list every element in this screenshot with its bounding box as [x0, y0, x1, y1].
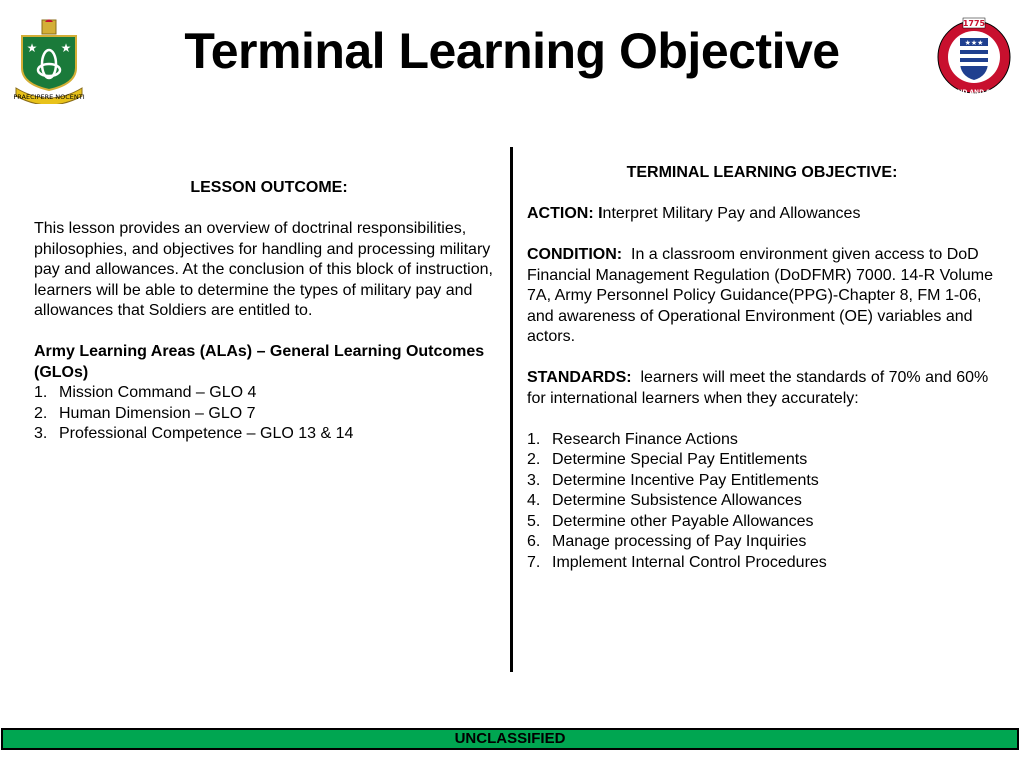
left-logo-motto: PRAECIPERE NOCENTI: [13, 93, 85, 101]
list-item: 6. Manage processing of Pay Inquiries: [527, 533, 807, 550]
svg-text:★★★: ★★★: [964, 39, 984, 47]
list-item: 1. Research Finance Actions: [527, 430, 738, 448]
condition-text: In a classroom environment given access to DoD Financial Management Regulation (DoDFMR) 7000. 14-R Volume 7A, Army Personnel Policy Guidance(PPG)-Chapter 8, FM 1-06, and awareness of Operational Environment (OE) variables and actors.: [527, 246, 998, 345]
list-item: 3. Determine Incentive Pay Entitlements: [527, 471, 819, 489]
svg-text:★: ★: [26, 41, 38, 55]
terminal-learning-objective-section: [527, 163, 997, 573]
ala-heading: Army Learning Areas (ALAs) – General Learning Outcomes (GLOs): [34, 343, 485, 381]
lesson-outcome-body: This lesson provides an overview of doctrinal responsibilities, philosophies, and objectives for handling and processing military pay and allowances. At the conclusion of this block of instruction, learners will be able to determine the types of military pay and allowances that Soldiers are entitled to.: [34, 220, 493, 319]
condition-statement: [527, 245, 997, 348]
standards-list: [527, 430, 997, 574]
svg-text:★: ★: [60, 41, 72, 55]
classification-banner: UNCLASSIFIED: [1, 728, 1019, 750]
standards-label: STANDARDS:: [527, 369, 632, 386]
standards-text: learners will meet the standards of 70% and 60% for international learners when they accurately:: [527, 369, 993, 407]
adjutant-general-corps-seal-logo: [935, 16, 1013, 98]
ala-list: [34, 383, 504, 445]
right-logo-motto: DEFEND AND SERVE: [940, 89, 1008, 96]
list-item: 4. Determine Subsistence Allowances: [527, 492, 802, 509]
page-title: Terminal Learning Objective: [184, 23, 840, 79]
column-divider: [510, 147, 513, 672]
condition-label: CONDITION:: [527, 246, 623, 263]
lesson-outcome-heading: LESSON OUTCOME:: [190, 179, 348, 196]
action-label: ACTION: I: [527, 205, 603, 222]
list-item: 3. Professional Competence – GLO 13 & 14: [34, 425, 354, 442]
standards-statement: [527, 368, 997, 409]
action-statement: [527, 204, 997, 225]
list-item: 7. Implement Internal Control Procedures: [527, 553, 827, 571]
right-logo-year: 1775: [962, 19, 986, 28]
action-text: nterpret Military Pay and Allowances: [602, 205, 861, 222]
tlo-heading: TERMINAL LEARNING OBJECTIVE:: [626, 164, 898, 181]
list-item: 5. Determine other Payable Allowances: [527, 512, 814, 530]
list-item: 2. Human Dimension – GLO 7: [34, 404, 256, 422]
list-item: 1. Mission Command – GLO 4: [34, 384, 257, 401]
lesson-outcome-section: [34, 178, 504, 445]
list-item: 2. Determine Special Pay Entitlements: [527, 451, 808, 468]
